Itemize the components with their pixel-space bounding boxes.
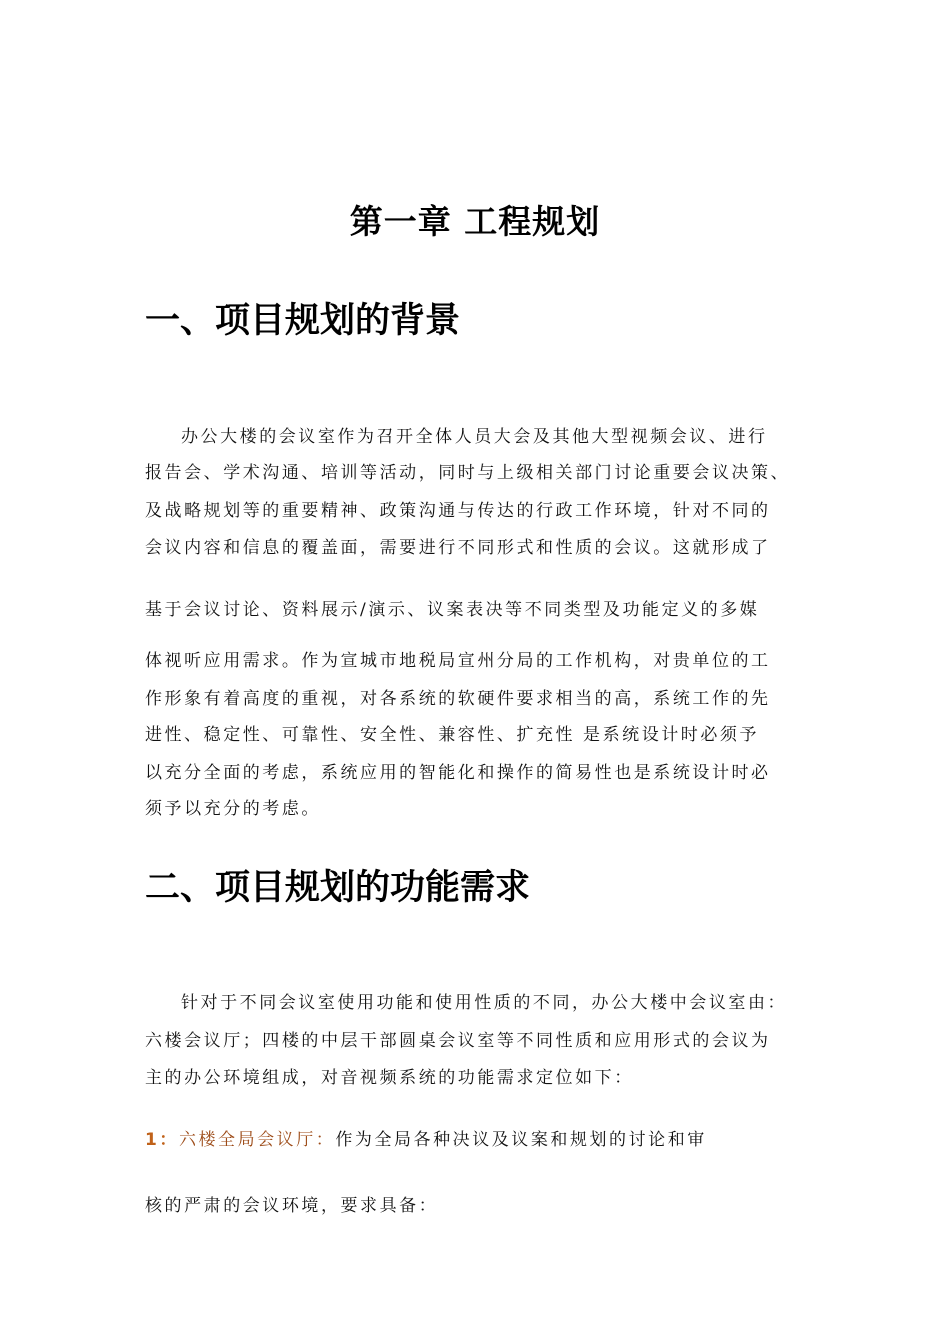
list-item-title: 六楼全局会议厅： [178,1130,336,1150]
paragraph-line: 进性、稳定性、可靠性、安全性、兼容性、扩充性 是系统设计时必须予 [145,725,760,745]
paragraph-line: 会议内容和信息的覆盖面，需要进行不同形式和性质的会议。这就形成了 [145,538,771,558]
section-heading-requirements: 二、项目规划的功能需求 [145,868,531,908]
paragraph-line: 基于会议讨论、资料展示/演示、议案表决等不同类型及功能定义的多媒 [145,600,760,620]
paragraph-line: 核的严肃的会议环境，要求具备： [145,1196,439,1216]
paragraph-line: 须予以充分的考虑。 [145,799,321,819]
list-item-six-floor-hall [145,1127,707,1153]
paragraph-line: 作形象有着高度的重视，对各系统的软硬件要求相当的高，系统工作的先 [145,689,771,709]
paragraph-line: 办公大楼的会议室作为召开全体人员大会及其他大型视频会议、进行 [181,427,768,447]
paragraph-line: 六楼会议厅；四楼的中层干部圆桌会议室等不同性质和应用形式的会议为 [145,1031,771,1051]
list-item-number: 1： [145,1130,179,1150]
paragraph-line: 以充分全面的考虑，系统应用的智能化和操作的简易性也是系统设计时必 [145,763,771,783]
paragraph-line: 体视听应用需求。作为宣城市地税局宣州分局的工作机构，对贵单位的工 [145,651,771,671]
paragraph-line: 及战略规划等的重要精神、政策沟通与传达的行政工作环境，针对不同的 [145,501,771,521]
chapter-title: 第一章 工程规划 [349,202,601,241]
list-item-text: 作为全局各种决议及议案和规划的讨论和审 [335,1130,707,1150]
paragraph-line: 主的办公环境组成，对音视频系统的功能需求定位如下： [145,1068,634,1088]
paragraph-line: 报告会、学术沟通、培训等活动，同时与上级相关部门讨论重要会议决策、 [145,463,791,483]
paragraph-line: 针对于不同会议室使用功能和使用性质的不同，办公大楼中会议室由： [181,993,788,1013]
section-heading-background: 一、项目规划的背景 [145,301,461,341]
